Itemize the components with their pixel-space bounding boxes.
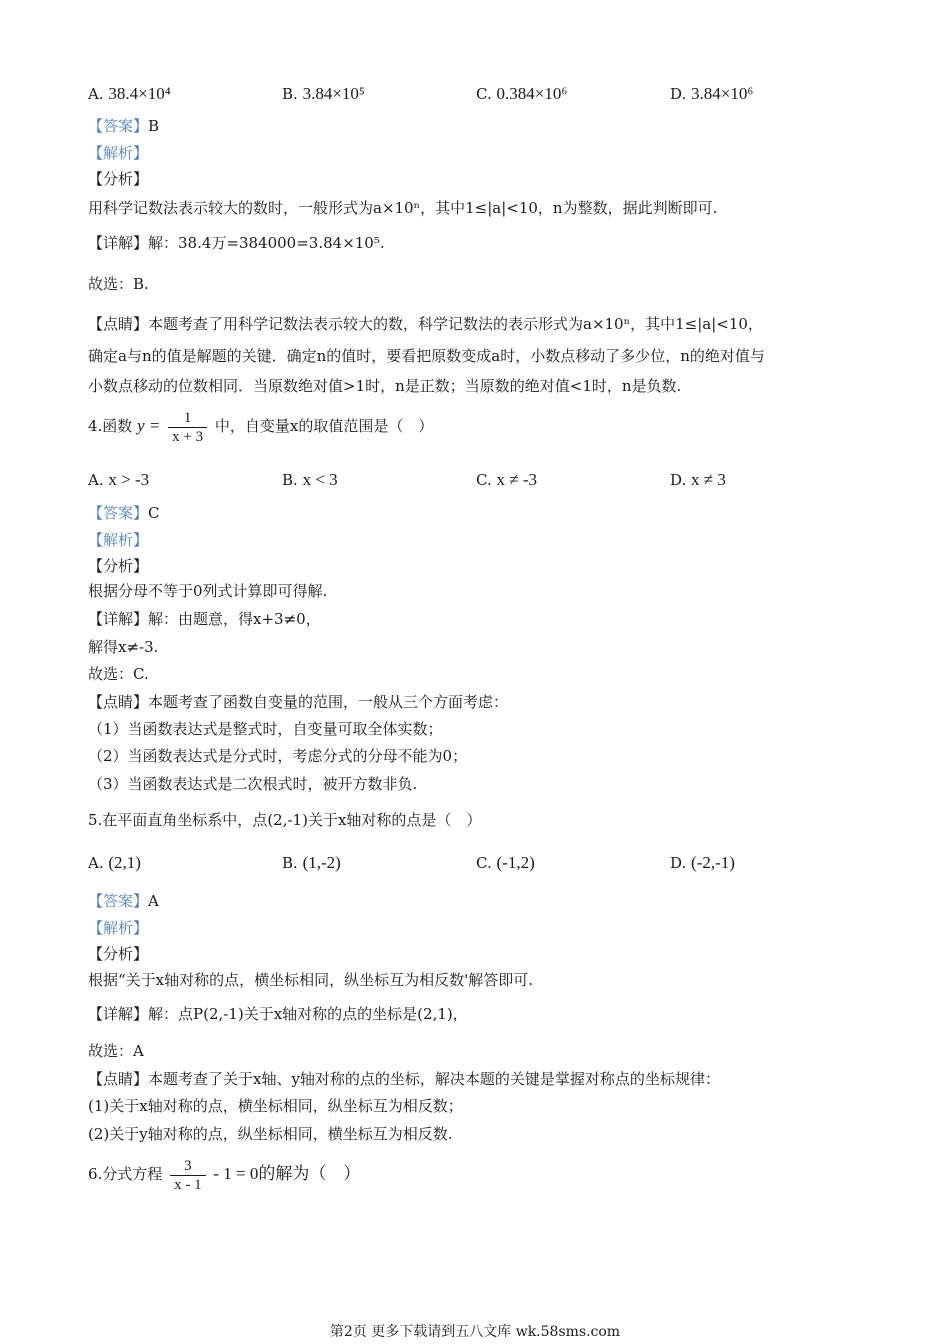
q3-answer bbox=[88, 116, 159, 136]
q4-option-d bbox=[670, 470, 726, 490]
option-value: (1,-2) bbox=[302, 853, 341, 872]
q4-comment-2: （1）当函数表达式是整式时，自变量可取全体实数； bbox=[88, 720, 443, 738]
q3-comment-3: 小数点移动的位数相同．当原数绝对值>1时，n是正数；当原数的绝对值<1时，n是负数. bbox=[88, 377, 682, 395]
q5-fenxi-tag: 【分析】 bbox=[88, 945, 149, 963]
option-label: C. bbox=[476, 854, 492, 872]
q5-fenxi-text: 根据“关于x轴对称的点，横坐标相同，纵坐标互为相反数'解答即可. bbox=[88, 971, 534, 989]
stem-text: 6.分式方程 bbox=[88, 1165, 163, 1183]
q3-comment-1: 【点睛】本题考查了用科学记数法表示较大的数，科学记数法的表示形式为a×10ⁿ，其中1≤|a|<10， bbox=[88, 315, 763, 333]
q3-option-d bbox=[670, 84, 753, 104]
option-label: A. bbox=[88, 85, 104, 103]
option-value: 3.84×10⁵ bbox=[302, 84, 365, 103]
q4-analysis-tag: 【解析】 bbox=[88, 531, 149, 549]
q3-option-a bbox=[88, 84, 171, 104]
option-value: x > -3 bbox=[108, 470, 150, 489]
q5-comment-3: (2)关于y轴对称的点，纵坐标相同，横坐标互为相反数. bbox=[88, 1125, 453, 1143]
q5-option-c bbox=[476, 853, 535, 873]
stem-text: 中，自变量x的取值范围是（ ） bbox=[214, 417, 434, 435]
q3-fenxi-tag: 【分析】 bbox=[88, 170, 149, 188]
q3-choose: 故选：B. bbox=[88, 275, 149, 293]
option-label: B. bbox=[282, 85, 298, 103]
q5-option-b bbox=[282, 853, 341, 873]
q4-option-c bbox=[476, 470, 537, 490]
stem-equation: y = bbox=[137, 416, 161, 435]
page-footer: 第2页 更多下载请到五八文库 wk.58sms.com bbox=[329, 1324, 621, 1340]
option-value: x ≠ -3 bbox=[496, 470, 537, 489]
q5-option-a bbox=[88, 853, 141, 873]
option-label: B. bbox=[282, 854, 298, 872]
q3-option-c bbox=[476, 84, 567, 104]
q4-comment-3: （2）当函数表达式是分式时，考虑分式的分母不能为0； bbox=[88, 747, 468, 765]
q4-comment-4: （3）当函数表达式是二次根式时，被开方数非负. bbox=[88, 775, 418, 793]
fraction-numerator: 1 bbox=[168, 409, 207, 428]
option-value: x ≠ 3 bbox=[691, 470, 726, 489]
option-label: B. bbox=[282, 471, 298, 489]
option-value: x < 3 bbox=[302, 470, 338, 489]
option-value: 3.84×10⁶ bbox=[691, 84, 754, 103]
answer-value: B bbox=[148, 117, 160, 135]
answer-value: A bbox=[148, 892, 159, 910]
answer-tag: 【答案】 bbox=[88, 892, 149, 910]
option-label: C. bbox=[476, 471, 492, 489]
q5-stem: 5.在平面直角坐标系中，点(2,-1)关于x轴对称的点是（ ） bbox=[88, 811, 482, 829]
q3-fenxi-text: 用科学记数法表示较大的数时，一般形式为a×10ⁿ，其中1≤|a|<10，n为整数，据此判断即可. bbox=[88, 199, 718, 217]
option-value: (-2,-1) bbox=[691, 853, 735, 872]
fraction-denominator: x + 3 bbox=[172, 428, 204, 445]
q3-option-b bbox=[282, 84, 365, 104]
q5-choose: 故选：A bbox=[88, 1042, 144, 1060]
q4-fenxi-tag: 【分析】 bbox=[88, 557, 149, 575]
q4-answer bbox=[88, 503, 160, 523]
q4-detail: 【详解】解：由题意，得x+3≠0， bbox=[88, 610, 321, 628]
option-value: 0.384×10⁶ bbox=[496, 84, 568, 103]
q5-comment-1: 【点睛】本题考查了关于x轴、y轴对称的点的坐标，解决本题的关键是掌握对称点的坐标规律： bbox=[88, 1070, 720, 1088]
option-value: 38.4×10⁴ bbox=[108, 84, 171, 103]
fraction-numerator: 3 bbox=[170, 1157, 206, 1176]
q3-comment-2: 确定a与n的值是解题的关键．确定n的值时，要看把原数变成a时，小数点移动了多少位，n的绝对值与 bbox=[88, 347, 765, 365]
q4-option-b bbox=[282, 470, 338, 490]
q3-analysis-tag: 【解析】 bbox=[88, 144, 149, 162]
q4-fenxi-text: 根据分母不等于0列式计算即可得解. bbox=[88, 582, 328, 600]
option-label: A. bbox=[88, 854, 104, 872]
q5-detail: 【详解】解：点P(2,-1)关于x轴对称的点的坐标是(2,1)， bbox=[88, 1005, 468, 1023]
q4-choose: 故选：C. bbox=[88, 665, 149, 683]
q4-option-a bbox=[88, 470, 149, 490]
option-label: D. bbox=[670, 854, 687, 872]
answer-tag: 【答案】 bbox=[88, 117, 149, 135]
option-label: D. bbox=[670, 85, 687, 103]
option-label: D. bbox=[670, 471, 687, 489]
q6-fraction bbox=[170, 1157, 206, 1194]
q4-stem bbox=[88, 406, 433, 446]
option-value: (-1,2) bbox=[496, 853, 535, 872]
option-label: A. bbox=[88, 471, 104, 489]
q4-comment-1: 【点睛】本题考查了函数自变量的范围，一般从三个方面考虑： bbox=[88, 693, 509, 711]
q6-stem bbox=[88, 1154, 360, 1194]
q3-detail: 【详解】解：38.4万=384000=3.84×10⁵. bbox=[88, 234, 385, 252]
q5-analysis-tag: 【解析】 bbox=[88, 919, 149, 937]
stem-text: 4.函数 bbox=[88, 417, 133, 435]
stem-text: - 1 = 0的解为（ ） bbox=[213, 1164, 361, 1183]
q5-option-d bbox=[670, 853, 735, 873]
q4-detail-2: 解得x≠-3. bbox=[88, 638, 159, 656]
q5-answer bbox=[88, 891, 159, 911]
fraction-denominator: x - 1 bbox=[174, 1176, 202, 1193]
option-label: C. bbox=[476, 85, 492, 103]
answer-tag: 【答案】 bbox=[88, 504, 149, 522]
answer-value: C bbox=[148, 504, 160, 522]
q4-fraction bbox=[168, 409, 207, 446]
option-value: (2,1) bbox=[108, 853, 141, 872]
q5-comment-2: (1)关于x轴对称的点，横坐标相同，纵坐标互为相反数； bbox=[88, 1097, 463, 1115]
